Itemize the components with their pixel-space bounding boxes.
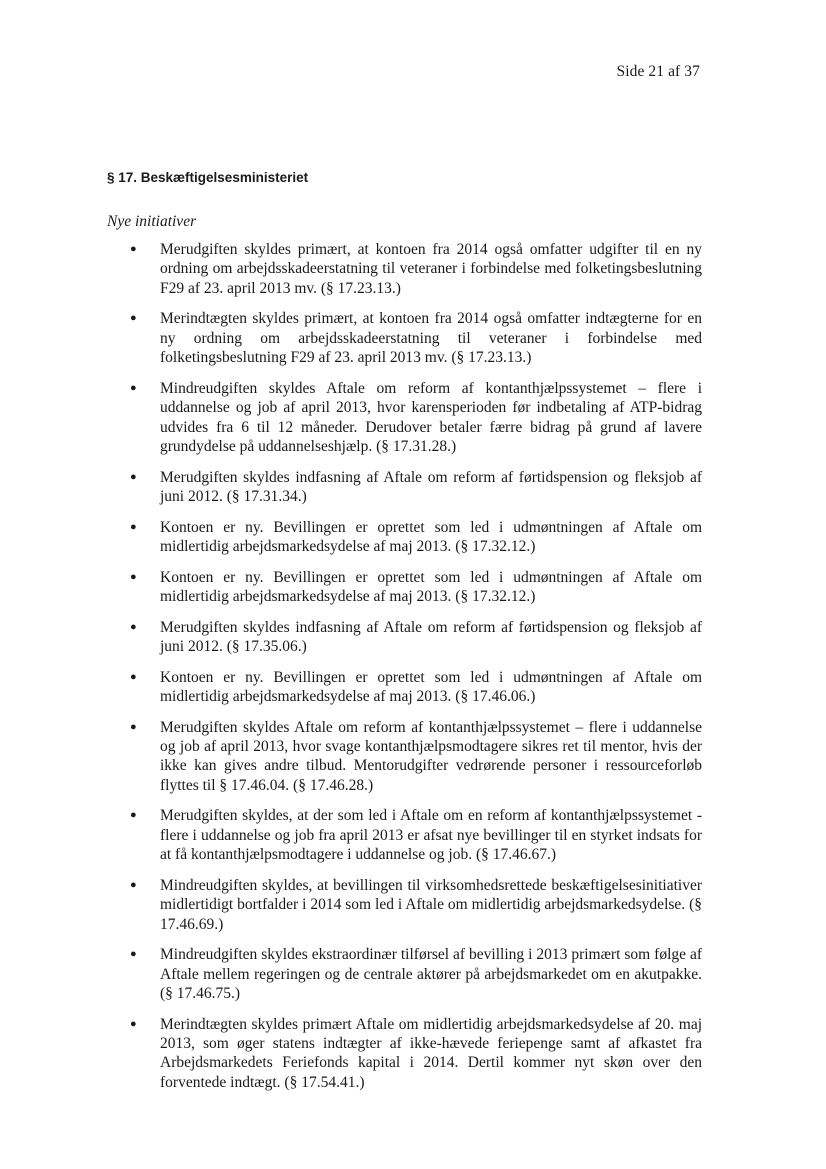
list-item-text: Merindtægten skyldes primært Aftale om midlertidig arbejdsmarkedsydelse af 20. maj 2013, som øger statens indtægter af ikke-hævede feriepenge samt af afkastet fra Arbejdsmarkedets Feriefonds kapital i 2014. Dertil kommer nyt skøn over den forventede indtægt. (§ 17.54.41.) xyxy=(160,1015,702,1091)
list-item-text: Merudgiften skyldes, at der som led i Aftale om en reform af kontanthjælpssystemet - flere i uddannelse og job fra april 2013 er afsat nye bevillinger til en styrket indsats for at få kontanthjælpsmodtagere i uddannelse og job. (§ 17.46.67.) xyxy=(160,807,702,864)
list-item xyxy=(126,668,702,707)
bullet-icon: ● xyxy=(130,520,137,533)
bullet-icon: ● xyxy=(130,670,137,683)
bullet-icon: ● xyxy=(130,470,137,483)
section-heading: § 17. Beskæftigelsesministeriet xyxy=(107,170,309,185)
bullet-icon: ● xyxy=(130,243,137,255)
list-item-text: Merudgiften skyldes indfasning af Aftale om reform af førtidspension og fleksjob af juni 2012. (§ 17.35.06.) xyxy=(160,618,702,656)
list-item xyxy=(126,518,702,557)
list-item-text: Kontoen er ny. Bevillingen er oprettet som led i udmøntningen af Aftale om midlertidig arbejdsmarkedsydelse af maj 2013. (§ 17.46.06.) xyxy=(160,668,702,706)
bullet-icon: ● xyxy=(130,312,137,325)
page-number: Side 21 af 37 xyxy=(616,63,700,80)
list-item xyxy=(126,240,702,298)
list-item-text: Kontoen er ny. Bevillingen er oprettet som led i udmøntningen af Aftale om midlertidig arbejdsmarkedsydelse af maj 2013. (§ 17.32.12.) xyxy=(160,518,702,556)
list-item xyxy=(126,618,702,657)
bullet-icon: ● xyxy=(130,620,137,633)
bullet-icon: ● xyxy=(130,1017,137,1030)
list-item-text: Merudgiften skyldes primært, at kontoen fra 2014 også omfatter udgifter til en ny ordning om arbejdsskadeerstatning til veteraner i forbindelse med folketingsbeslutning F29 af 23. april 2013 mv. (§ 17.23.13.) xyxy=(160,241,702,297)
list-item xyxy=(126,718,702,796)
bullet-icon: ● xyxy=(130,809,137,822)
list-item xyxy=(126,379,702,457)
bullet-icon: ● xyxy=(130,381,137,394)
list-item xyxy=(126,945,702,1003)
list-item xyxy=(126,568,702,607)
list-item-text: Merindtægten skyldes primært, at kontoen fra 2014 også omfatter indtægterne for en ny ordning om arbejdsskadeerstatning til veteraner i forbindelse med folketingsbeslutning F29 af 23. april 2013 mv. (§ 17.23.13.) xyxy=(160,310,702,367)
list-item-text: Mindreudgiften skyldes ekstraordinær tilførsel af bevilling i 2013 primært som følge af Aftale mellem regeringen og de centrale aktører på arbejdsmarkedet om en akutpakke. (§ 17.46.75.) xyxy=(160,946,702,1003)
list-item xyxy=(126,1015,702,1093)
bullet-icon: ● xyxy=(130,878,137,891)
list-item-text: Merudgiften skyldes Aftale om reform af kontanthjælpssystemet – flere i uddannelse og job af april 2013, hvor svage kontanthjælpsmodtagere sikres ret til mentor, hvis der ikke kan gives andre tilbud. Mentorudgifter vedrørende personer i ressourceforløb flyttes til § 17.46.04. (§ 17.46.28.) xyxy=(160,718,702,794)
list-item xyxy=(126,468,702,507)
list-item xyxy=(126,309,702,367)
bullet-icon: ● xyxy=(130,720,137,733)
subheading: Nye initiativer xyxy=(107,213,197,230)
initiative-list xyxy=(126,240,702,1103)
list-item-text: Merudgiften skyldes indfasning af Aftale om reform af førtidspension og fleksjob af juni 2012. (§ 17.31.34.) xyxy=(160,468,702,506)
list-item-text: Kontoen er ny. Bevillingen er oprettet som led i udmøntningen af Aftale om midlertidig arbejdsmarkedsydelse af maj 2013. (§ 17.32.12.) xyxy=(160,568,702,606)
list-item xyxy=(126,876,702,934)
bullet-icon: ● xyxy=(130,948,137,961)
list-item-text: Mindreudgiften skyldes Aftale om reform af kontanthjælpssystemet – flere i uddannelse og job af april 2013, hvor karensperioden før indbetaling af ATP-bidrag udvides fra 6 til 12 måneder. Derudover betaler færre bidrag på grund af lavere grundydelse på uddannelseshjælp. (§ 17.31.28.) xyxy=(160,379,702,456)
list-item-text: Mindreudgiften skyldes, at bevillingen til virksomhedsrettede beskæftigelsesinitiativer midlertidigt bortfalder i 2014 som led i Aftale om midlertidig arbejdsmarkedsydelse. (§ 17.46.69.) xyxy=(160,876,702,933)
bullet-icon: ● xyxy=(130,570,137,583)
list-item xyxy=(126,806,702,864)
